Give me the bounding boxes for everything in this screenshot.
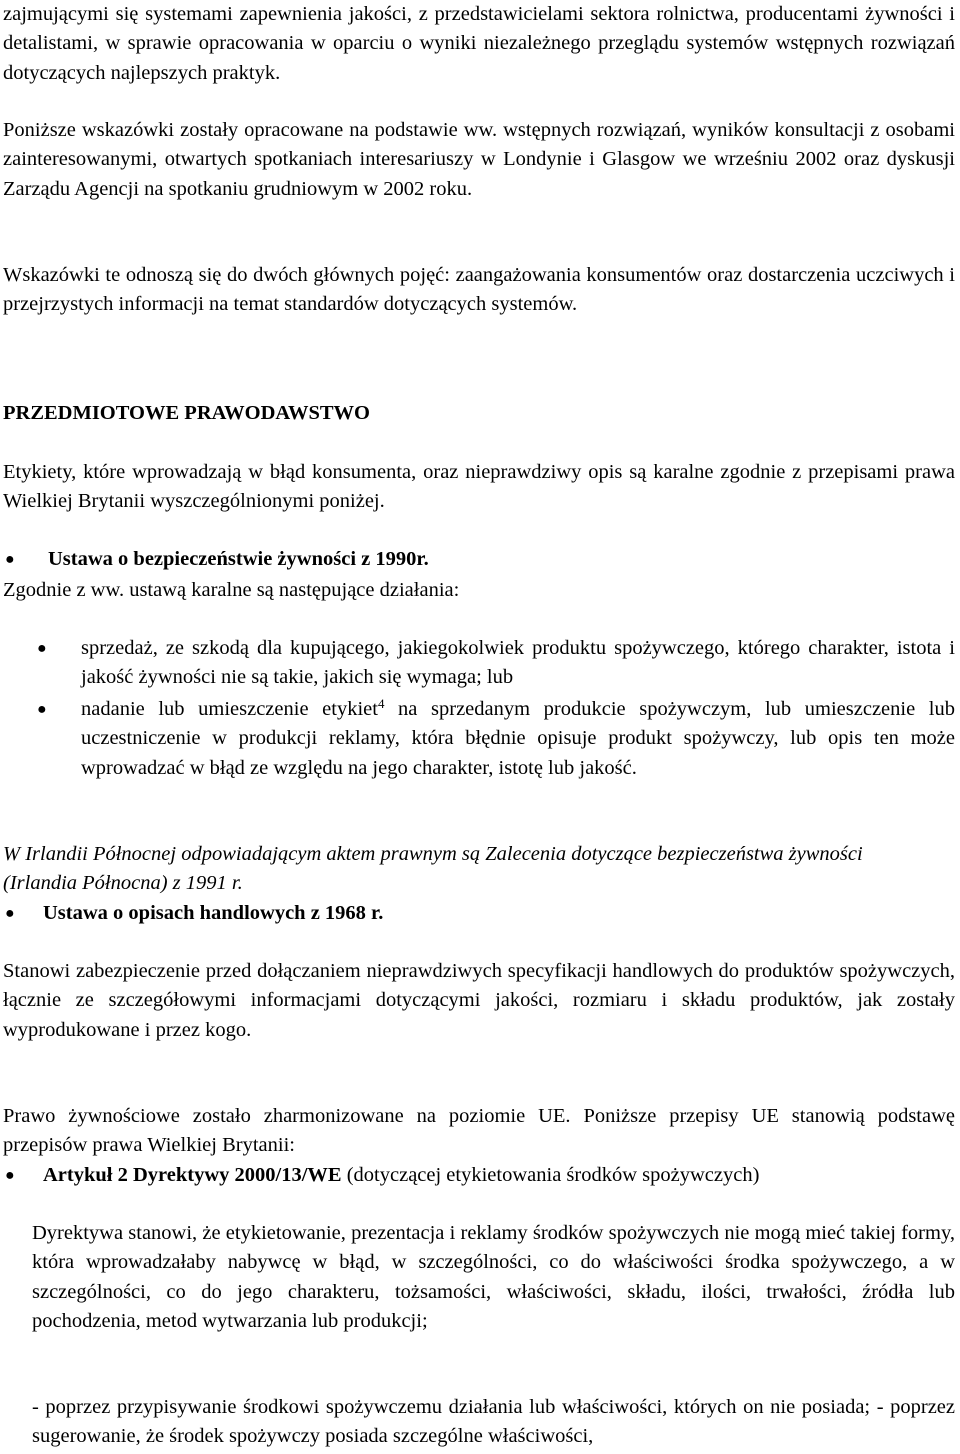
- paragraph-act-actions: Zgodnie z ww. ustawą karalne są następujące działania:: [3, 579, 460, 601]
- bullet-icon: ●: [37, 640, 47, 657]
- labelling-text-end: na sprzedanym produkcie spożywczym, lub umieszczenie lub uczestniczenie w produkcji reklamy, która błędnie opisuje produkt spożywczy, lub opis ten może wprowadzać w błąd ze względu na jego charakter, istotę lub jakość.: [81, 698, 955, 779]
- footnote-marker: 4: [377, 696, 385, 711]
- directive-article-subject: (dotyczącej etykietowania środków spożywczych): [341, 1164, 760, 1186]
- paragraph-guidelines-basis: Poniższe wskazówki zostały opracowane na podstawie ww. wstępnych rozwiązań, wyników konsultacji z osobami zainteresowanymi, otwartych spotkaniach interesariuszy w Londynie i Glasgow we wrześniu 2002 oraz dyskusji Zarządu Agencji na spotkaniu grudniowym w 2002 roku.: [3, 119, 955, 200]
- directive-article-line: [43, 1161, 759, 1190]
- list-item-labelling: [3, 695, 955, 783]
- paragraph-intro-continued: zajmującymi się systemami zapewnienia jakości, z przedstawicielami sektora rolnictwa, producentami żywności i detalistami, w sprawie opracowania w oparciu o wyniki niezależnego przeglądu systemów wstępnych rozwiązań dotyczących najlepszych praktyk.: [3, 3, 955, 84]
- section-heading: PRZEDMIOTOWE PRAWODAWSTWO: [3, 402, 370, 424]
- paragraph-eu-harmonization: Prawo żywnościowe zostało zharmonizowane na poziomie UE. Poniższe przepisy UE stanowią podstawę przepisów prawa Wielkiej Brytanii:: [3, 1105, 955, 1157]
- paragraph-directive-content: Dyrektywa stanowi, że etykietowanie, prezentacja i reklamy środków spożywczych nie mogą mieć takiej formy, która wprowadzałaby nabywcę w błąd, w szczególności, co do właściwości środka spożywczego, a w szczególności, co do jego charakteru, tożsamości, właściwości, składu, ilości, trwałości, źródła lub pochodzenia, metod wytwarzania lub produkcji;: [32, 1222, 955, 1332]
- list-item-labelling-text: [81, 695, 955, 783]
- directive-article-title: Artykuł 2 Dyrektywy 2000/13/WE: [43, 1164, 342, 1186]
- paragraph-northern-ireland: W Irlandii Północnej odpowiadającym aktem prawnym są Zalecenia dotyczące bezpieczeństwa żywności (Irlandia Północna) z 1991 r.: [3, 843, 863, 895]
- bullet-icon: ●: [37, 701, 47, 718]
- list-item-sale: [3, 634, 955, 693]
- bullet-icon: ●: [5, 905, 15, 922]
- paragraph-trade-protection: Stanowi zabezpieczenie przed dołączaniem nieprawdziwych specyfikacji handlowych do produktów spożywczych, łącznie ze szczegółowymi informacjami dotyczącymi jakości, rozmiaru i składu produktów, jak zostały wyprodukowane i przez kogo.: [3, 960, 955, 1041]
- list-item-sale-text: sprzedaż, ze szkodą dla kupującego, jakiegokolwiek produktu spożywczego, którego charakter, istota i jakość żywności nie są takie, jakich się wymaga; lub: [81, 637, 955, 689]
- paragraph-labels-punishable: Etykiety, które wprowadzają w błąd konsumenta, oraz nieprawdziwy opis są karalne zgodnie z przepisami prawa Wielkiej Brytanii wyszczególnionymi poniżej.: [3, 461, 955, 513]
- bullet-icon: ●: [5, 1167, 15, 1184]
- trade-descriptions-act-title: Ustawa o opisach handlowych z 1968 r.: [43, 902, 384, 924]
- paragraph-guidelines-concepts: Wskazówki te odnoszą się do dwóch głównych pojęć: zaangażowania konsumentów oraz dostarczenia uczciwych i przejrzystych informacji na temat standardów dotyczących systemów.: [3, 264, 955, 316]
- food-safety-act-title: Ustawa o bezpieczeństwie żywności z 1990r.: [48, 548, 429, 570]
- labelling-text-start: nadanie lub umieszczenie etykiet: [81, 698, 378, 720]
- paragraph-directive-continuation: - poprzez przypisywanie środkowi spożywczemu działania lub właściwości, których on nie posiada; - poprzez sugerowanie, że środek spożywczy posiada szczególne właściwości,: [32, 1396, 955, 1448]
- bullet-icon: ●: [5, 551, 15, 568]
